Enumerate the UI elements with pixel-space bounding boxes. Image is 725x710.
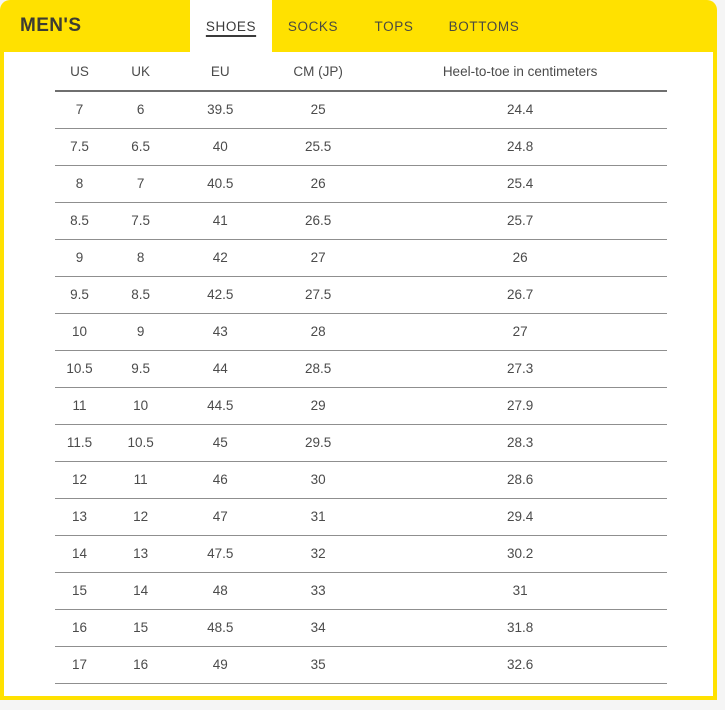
table-cell: 30 — [263, 461, 373, 498]
table-cell: 28 — [263, 313, 373, 350]
tab-shoes-label: SHOES — [205, 18, 257, 34]
table-cell: 40 — [177, 128, 263, 165]
table-cell: 27 — [373, 313, 667, 350]
table-cell: 29.5 — [263, 424, 373, 461]
table-row — [55, 91, 667, 128]
table-cell: 35 — [263, 646, 373, 683]
size-table — [55, 52, 667, 684]
table-cell: 27.3 — [373, 350, 667, 387]
table-cell: 29.4 — [373, 498, 667, 535]
table-cell: 42 — [177, 239, 263, 276]
table-row — [55, 646, 667, 683]
table-cell: 25.5 — [263, 128, 373, 165]
table-row — [55, 239, 667, 276]
table-cell: 8.5 — [55, 202, 104, 239]
table-cell: 46 — [177, 461, 263, 498]
table-cell: 48 — [177, 572, 263, 609]
table-cell: 27 — [263, 239, 373, 276]
tab-tops[interactable] — [354, 0, 434, 52]
table-cell: 10 — [55, 313, 104, 350]
table-cell: 16 — [55, 609, 104, 646]
table-cell: 33 — [263, 572, 373, 609]
table-cell: 12 — [55, 461, 104, 498]
column-header-eu: EU — [177, 52, 263, 91]
table-cell: 49 — [177, 646, 263, 683]
table-row — [55, 572, 667, 609]
table-cell: 15 — [55, 572, 104, 609]
table-cell: 48.5 — [177, 609, 263, 646]
table-cell: 47 — [177, 498, 263, 535]
table-cell: 30.2 — [373, 535, 667, 572]
table-cell: 28.3 — [373, 424, 667, 461]
table-cell: 14 — [55, 535, 104, 572]
table-cell: 10.5 — [104, 424, 177, 461]
table-cell: 11 — [55, 387, 104, 424]
table-row — [55, 535, 667, 572]
table-cell: 25.4 — [373, 165, 667, 202]
table-cell: 10.5 — [55, 350, 104, 387]
column-header-heel-to-toe: Heel-to-toe in centimeters — [373, 52, 667, 91]
column-header-us: US — [55, 52, 104, 91]
table-cell: 12 — [104, 498, 177, 535]
table-row — [55, 202, 667, 239]
tab-bottoms[interactable] — [434, 0, 534, 52]
table-row — [55, 350, 667, 387]
table-row — [55, 424, 667, 461]
table-cell: 7.5 — [55, 128, 104, 165]
table-cell: 47.5 — [177, 535, 263, 572]
table-cell: 14 — [104, 572, 177, 609]
column-header-cm-jp: CM (JP) — [263, 52, 373, 91]
table-cell: 34 — [263, 609, 373, 646]
table-row — [55, 498, 667, 535]
table-cell: 31 — [263, 498, 373, 535]
table-cell: 44.5 — [177, 387, 263, 424]
table-cell: 13 — [55, 498, 104, 535]
tab-socks-label: SOCKS — [287, 18, 339, 34]
tab-shoes[interactable] — [190, 0, 272, 52]
size-table-body — [55, 91, 667, 683]
tab-tops-label: TOPS — [374, 18, 414, 34]
table-cell: 10 — [104, 387, 177, 424]
table-cell: 8 — [55, 165, 104, 202]
table-cell: 29 — [263, 387, 373, 424]
table-row — [55, 387, 667, 424]
table-cell: 25.7 — [373, 202, 667, 239]
table-cell: 17 — [55, 646, 104, 683]
table-cell: 26.7 — [373, 276, 667, 313]
table-cell: 11.5 — [55, 424, 104, 461]
page-title: MEN'S — [20, 15, 82, 36]
table-cell: 43 — [177, 313, 263, 350]
table-cell: 7 — [104, 165, 177, 202]
table-cell: 8.5 — [104, 276, 177, 313]
table-cell: 32.6 — [373, 646, 667, 683]
table-cell: 31 — [373, 572, 667, 609]
table-cell: 7.5 — [104, 202, 177, 239]
table-cell: 24.8 — [373, 128, 667, 165]
table-cell: 27.5 — [263, 276, 373, 313]
table-row — [55, 461, 667, 498]
table-cell: 32 — [263, 535, 373, 572]
table-cell: 13 — [104, 535, 177, 572]
column-header-uk: UK — [104, 52, 177, 91]
tab-bottoms-label: BOTTOMS — [448, 18, 520, 34]
table-cell: 11 — [104, 461, 177, 498]
table-cell: 41 — [177, 202, 263, 239]
table-cell: 26.5 — [263, 202, 373, 239]
table-row — [55, 165, 667, 202]
table-cell: 15 — [104, 609, 177, 646]
table-row — [55, 313, 667, 350]
table-cell: 44 — [177, 350, 263, 387]
table-row — [55, 276, 667, 313]
table-cell: 9 — [55, 239, 104, 276]
tab-socks[interactable] — [272, 0, 354, 52]
table-header-row — [55, 52, 667, 91]
table-cell: 39.5 — [177, 91, 263, 128]
table-row — [55, 609, 667, 646]
table-cell: 6.5 — [104, 128, 177, 165]
table-cell: 28.6 — [373, 461, 667, 498]
table-cell: 40.5 — [177, 165, 263, 202]
size-chart-content — [4, 52, 713, 696]
table-cell: 27.9 — [373, 387, 667, 424]
table-cell: 8 — [104, 239, 177, 276]
category-tabs — [190, 0, 534, 52]
table-cell: 31.8 — [373, 609, 667, 646]
table-cell: 9 — [104, 313, 177, 350]
table-cell: 26 — [373, 239, 667, 276]
table-cell: 9.5 — [55, 276, 104, 313]
table-cell: 6 — [104, 91, 177, 128]
table-cell: 25 — [263, 91, 373, 128]
table-cell: 16 — [104, 646, 177, 683]
table-cell: 7 — [55, 91, 104, 128]
table-cell: 28.5 — [263, 350, 373, 387]
table-cell: 45 — [177, 424, 263, 461]
table-cell: 9.5 — [104, 350, 177, 387]
table-cell: 42.5 — [177, 276, 263, 313]
table-cell: 24.4 — [373, 91, 667, 128]
table-row — [55, 128, 667, 165]
table-cell: 26 — [263, 165, 373, 202]
